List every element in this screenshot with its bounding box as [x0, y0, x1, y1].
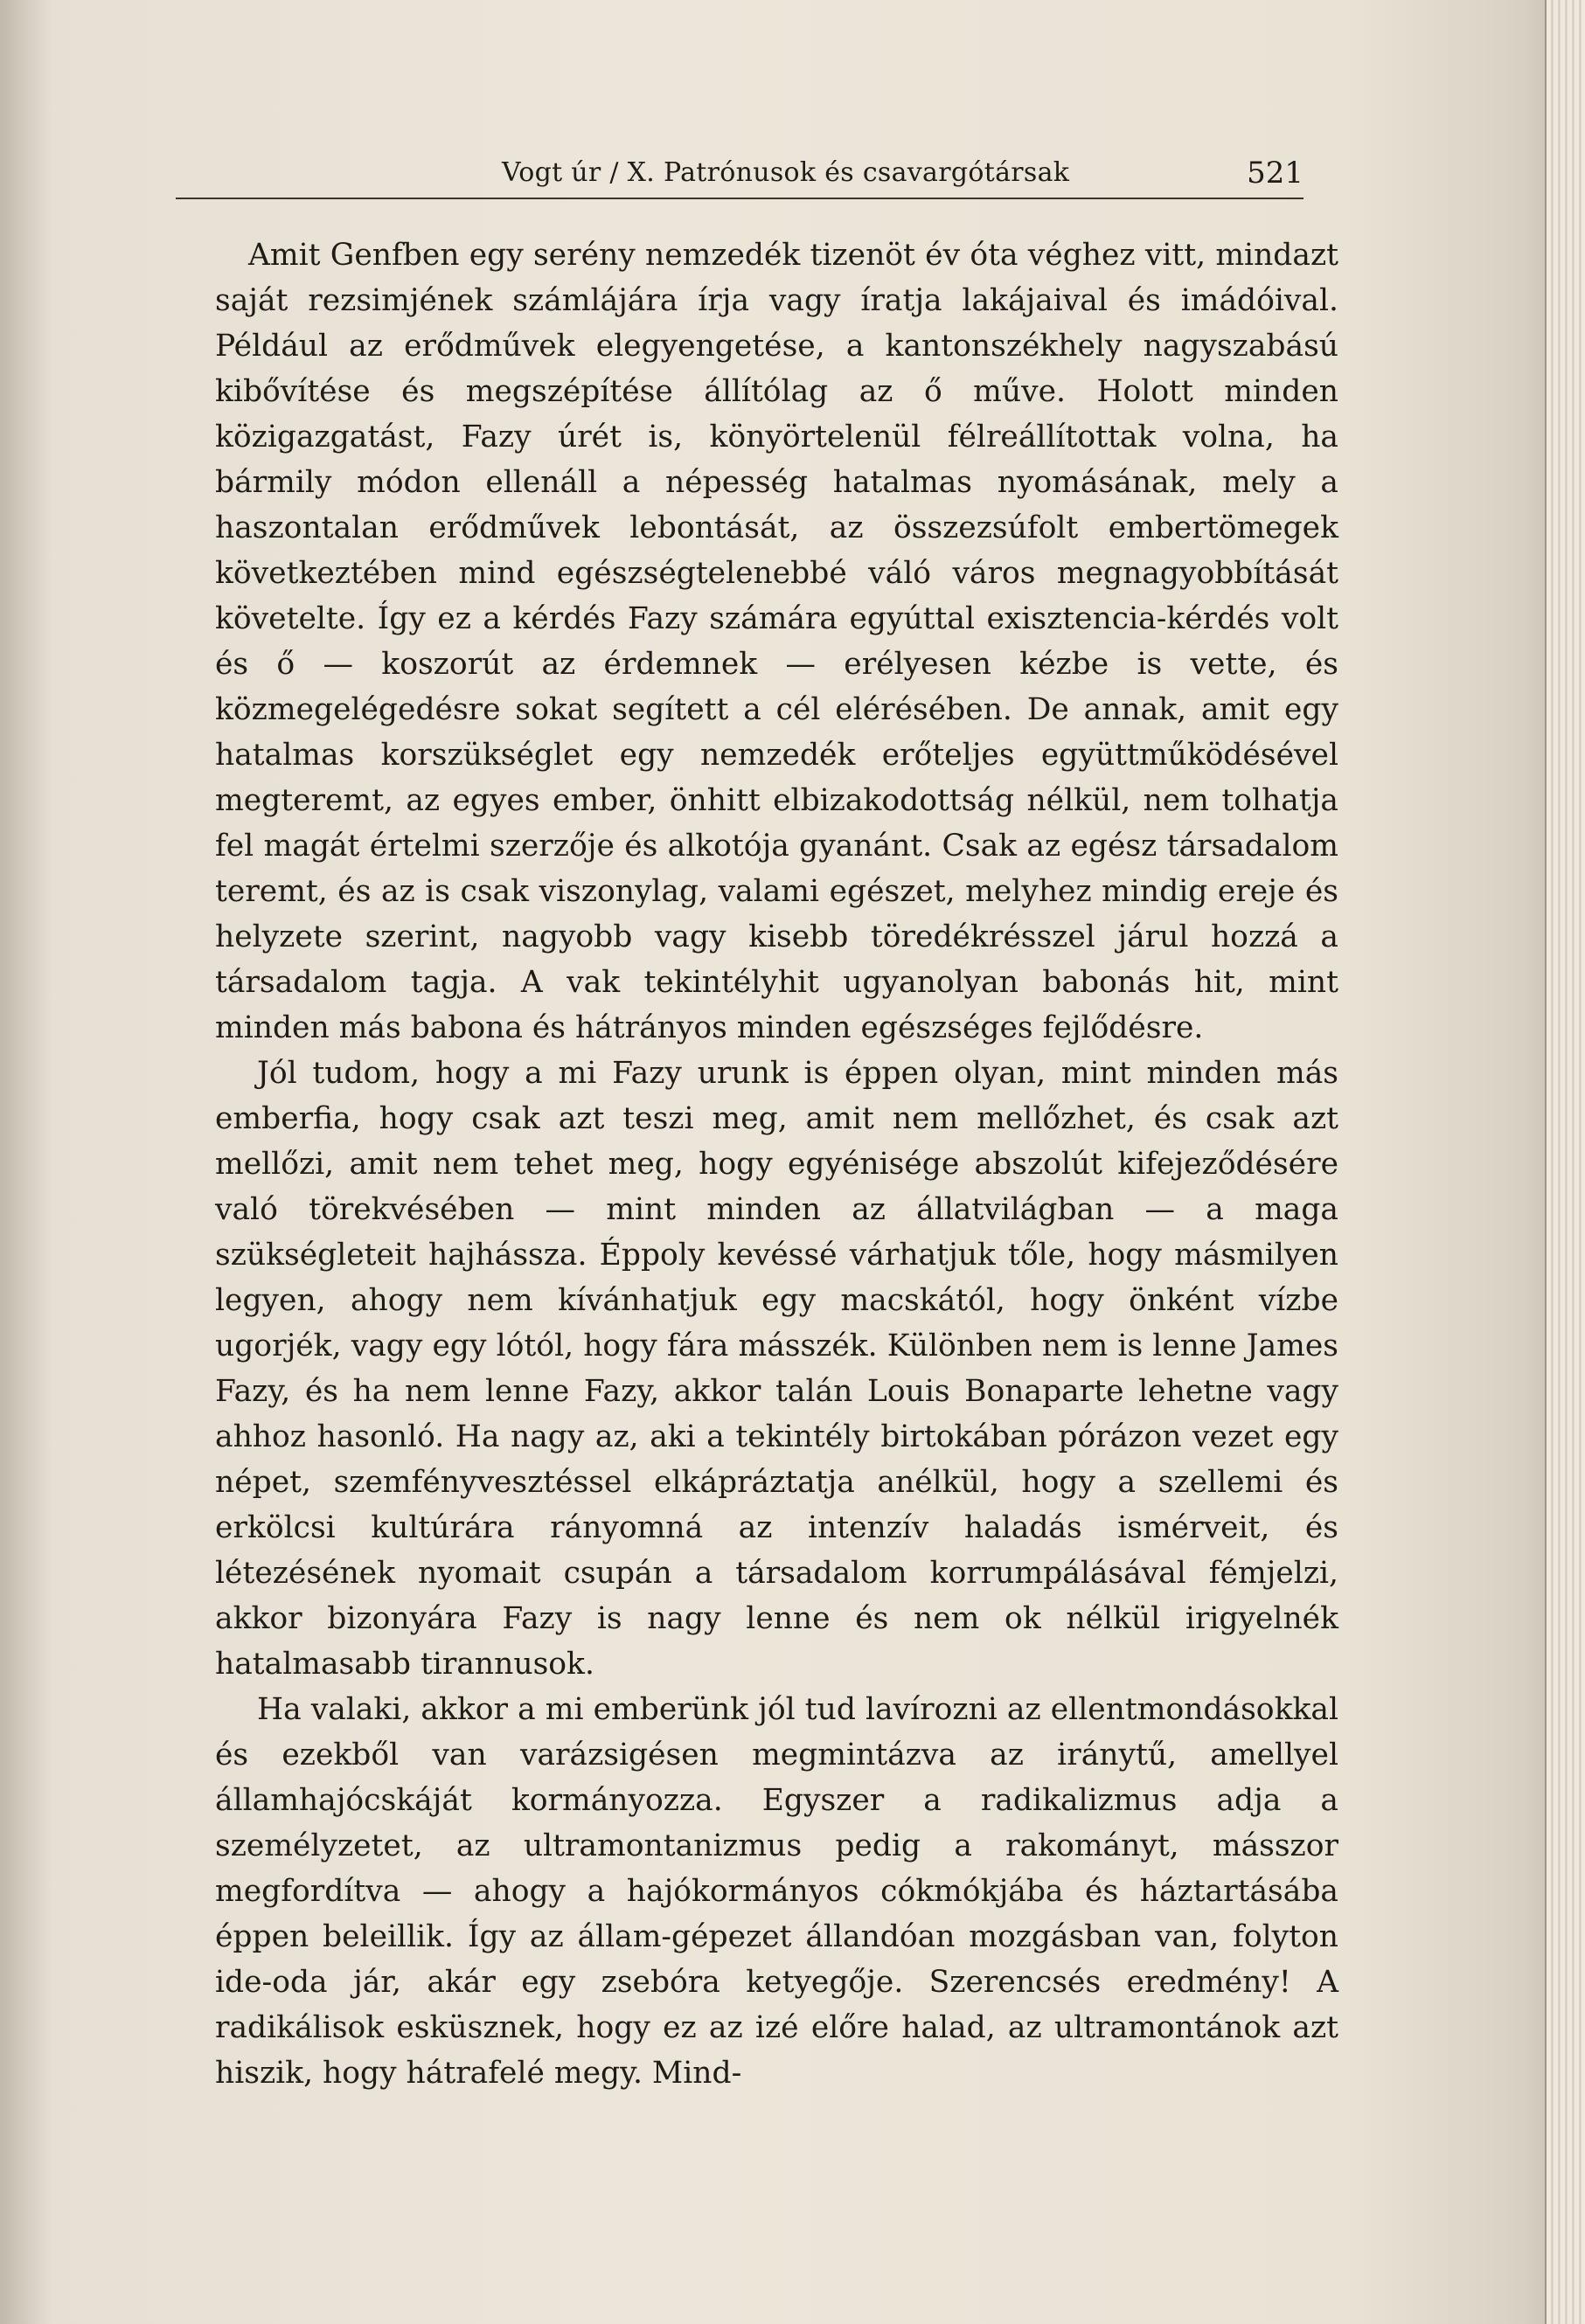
paragraph-1: Amit Genfben egy serény nemzedék tizenöt év óta véghez vitt, mindazt saját rezsimjének számlájára írja vagy íratja lakájaival és imádóival. Például az erődművek elegyengetése, a kantonszékhely nagyszabású kibővítése és megszépítése állítólag az ő műve. Holott minden közigazgatást, Fazy úrét is, könyörtelenül félreállítottak volna, ha bármily módon ellenáll a népesség hatalmas nyomásának, mely a haszontalan erődművek lebontását, az összezsúfolt embertömegek következtében mind egészségtelenebbé váló város megnagyobbítását követelte. Így ez a kérdés Fazy számára egyúttal exisztencia-kérdés volt és ő — koszorút az érdemnek — erélyesen kézbe is vette, és közmegelégedésre sokat segített a cél elérésében. De annak, amit egy hatalmas korszükséglet egy nemzedék erőteljes együttműködésével megteremt, az egyes ember, önhitt elbizakodottság nélkül, nem tolhatja fel magát értelmi szerzője és alkotója gyanánt. Csak az egész társadalom teremt, és az is csak viszonylag, valami egészet, melyhez mindig ereje és helyzete szerint, nagyobb vagy kisebb töredékrésszel járul hozzá a társadalom tagja. A vak tekintélyhit ugyanolyan babonás hit, mint minden más babona és hátrányos minden egészséges fejlődésre.	[215, 238, 1338, 1045]
paragraph-3: Ha valaki, akkor a mi emberünk jól tud lavírozni az ellentmondásokkal és ezekből van varázsigésen megmintázva az iránytű, amellyel államhajócskáját kormányozza. Egyszer a radikalizmus adja a személyzetet, az ultramontanizmus pedig a rakományt, másszor megfordítva — ahogy a hajókormányos cókmókjába és háztartásába éppen beleillik. Így az állam-gépezet állandóan mozgásban van, folyton ide-oda jár, akár egy zsebóra ketyegője. Szerencsés eredmény! A radikálisok esküsznek, hogy ez az izé előre halad, az ultramontánok azt hiszik, hogy hátrafelé megy. Mind-	[215, 1692, 1338, 2091]
page-edge-stack	[1545, 0, 1585, 2324]
running-title: Vogt úr / X. Patrónusok és csavargótársak	[502, 157, 1070, 188]
body-text	[215, 232, 1338, 2096]
gutter-shadow	[0, 0, 52, 2324]
page-number: 521	[1247, 156, 1303, 191]
running-header	[176, 149, 1303, 199]
book-page	[215, 149, 1338, 2096]
paragraph-2: Jól tudom, hogy a mi Fazy urunk is éppen olyan, mint minden más emberfia, hogy csak azt teszi meg, amit nem mellőzhet, és csak azt mellőzi, amit nem tehet meg, hogy egyénisége abszolút kifejeződésére való törekvésében — mint minden az állatvilágban — a maga szükségleteit hajhássza. Éppoly kevéssé várhatjuk tőle, hogy másmilyen legyen, ahogy nem kívánhatjuk egy macskától, hogy önként vízbe ugorjék, vagy egy lótól, hogy fára másszék. Különben nem is lenne James Fazy, és ha nem lenne Fazy, akkor talán Louis Bonaparte lehetne vagy ahhoz hasonló. Ha nagy az, aki a tekintély birtokában pórázon vezet egy népet, szemfényvesztéssel elkápráztatja anélkül, hogy a szellemi és erkölcsi kultúrára rányomná az intenzív haladás ismérveit, és létezésének nyomait csupán a társadalom korrumpálásával fémjelzi, akkor bizonyára Fazy is nagy lenne és nem ok nélkül irigyelnék hatalmasabb tirannusok.	[215, 1056, 1338, 1682]
